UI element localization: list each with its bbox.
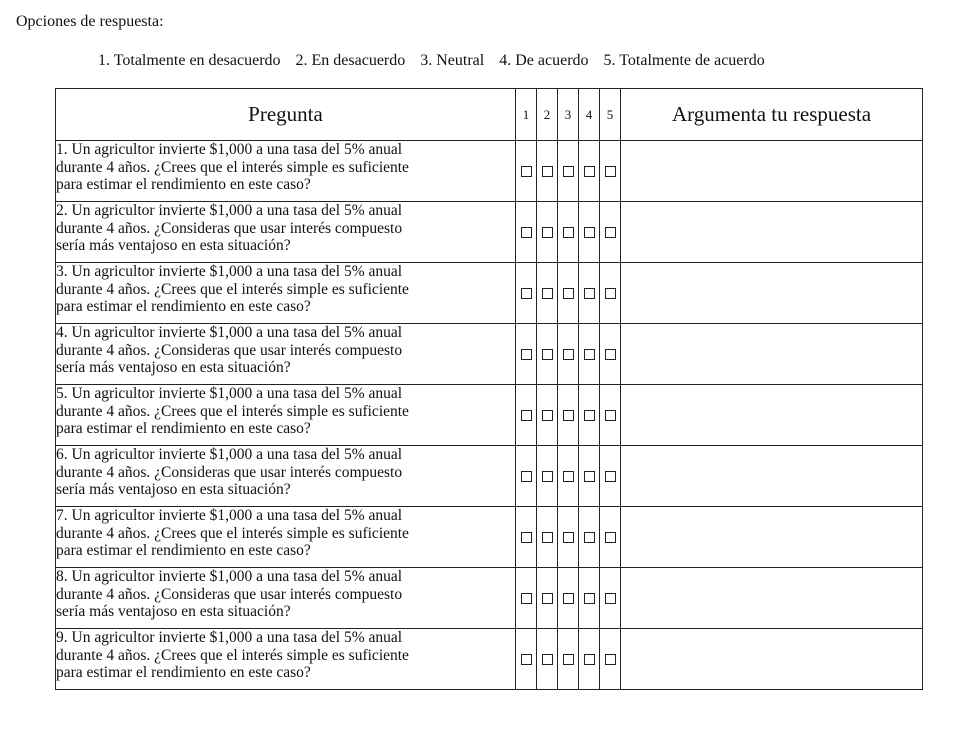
rating-checkbox-1[interactable] [521,227,532,238]
question-line: para estimar el rendimiento en este caso? [56,542,311,559]
rating-cell-3 [558,568,579,629]
rating-cell-2 [537,446,558,507]
rating-checkbox-3[interactable] [563,532,574,543]
rating-cell-4 [579,202,600,263]
table-header-row [56,89,923,141]
rating-cell-2 [537,507,558,568]
question-text [56,385,516,446]
rating-cell-5 [600,507,621,568]
question-line: sería más ventajoso en esta situación? [56,603,291,620]
survey-table [55,88,923,690]
question-text [56,202,516,263]
rating-cell-4 [579,324,600,385]
rating-cell-5 [600,324,621,385]
question-line: sería más ventajoso en esta situación? [56,237,291,254]
option-4: 4. De acuerdo [499,52,589,69]
rating-cell-4 [579,629,600,690]
table-row [56,385,923,446]
rating-cell-3 [558,263,579,324]
scale-header-2: 2 [537,89,558,141]
rating-checkbox-2[interactable] [542,410,553,421]
rating-checkbox-4[interactable] [584,410,595,421]
question-line: durante 4 años. ¿Crees que el interés simple es suficiente [56,402,409,420]
rating-cell-3 [558,324,579,385]
rating-cell-5 [600,202,621,263]
rating-cell-1 [516,202,537,263]
question-line: durante 4 años. ¿Consideras que usar interés compuesto [56,341,403,359]
rating-checkbox-4[interactable] [584,471,595,482]
question-column-header: Pregunta [56,89,516,141]
question-text [56,629,516,690]
rating-checkbox-1[interactable] [521,410,532,421]
question-line: durante 4 años. ¿Crees que el interés simple es suficiente [56,280,409,298]
question-text [56,263,516,324]
question-line: 7. Un agricultor invierte $1,000 a una tasa del 5% anual [56,507,403,524]
rating-cell-1 [516,507,537,568]
rating-cell-3 [558,385,579,446]
question-line: sería más ventajoso en esta situación? [56,481,291,498]
rating-checkbox-2[interactable] [542,349,553,360]
argument-answer-field[interactable] [621,141,923,202]
rating-checkbox-4[interactable] [584,166,595,177]
rating-checkbox-4[interactable] [584,593,595,604]
rating-cell-4 [579,446,600,507]
rating-cell-3 [558,629,579,690]
rating-cell-4 [579,141,600,202]
rating-cell-1 [516,568,537,629]
rating-cell-2 [537,202,558,263]
option-3: 3. Neutral [420,52,485,69]
rating-checkbox-3[interactable] [563,593,574,604]
rating-cell-1 [516,629,537,690]
rating-checkbox-1[interactable] [521,166,532,177]
rating-cell-5 [600,385,621,446]
table-row [56,568,923,629]
rating-checkbox-4[interactable] [584,227,595,238]
rating-cell-1 [516,141,537,202]
option-5: 5. Totalmente de acuerdo [603,52,765,69]
rating-cell-3 [558,507,579,568]
argument-answer-field[interactable] [621,324,923,385]
question-line: para estimar el rendimiento en este caso? [56,298,311,315]
rating-cell-3 [558,446,579,507]
rating-cell-4 [579,568,600,629]
rating-cell-2 [537,629,558,690]
rating-cell-5 [600,629,621,690]
rating-checkbox-5[interactable] [605,532,616,543]
question-line: para estimar el rendimiento en este caso? [56,664,311,681]
rating-checkbox-5[interactable] [605,410,616,421]
survey-body [56,141,923,690]
question-line: 3. Un agricultor invierte $1,000 a una tasa del 5% anual [56,263,403,280]
question-line: 5. Un agricultor invierte $1,000 a una tasa del 5% anual [56,385,403,402]
rating-cell-2 [537,568,558,629]
table-row [56,446,923,507]
rating-cell-1 [516,385,537,446]
rating-checkbox-1[interactable] [521,532,532,543]
rating-checkbox-4[interactable] [584,349,595,360]
table-row [56,141,923,202]
question-text [56,324,516,385]
rating-checkbox-3[interactable] [563,349,574,360]
rating-checkbox-5[interactable] [605,471,616,482]
table-row [56,629,923,690]
rating-checkbox-5[interactable] [605,288,616,299]
rating-checkbox-2[interactable] [542,593,553,604]
rating-cell-1 [516,446,537,507]
question-line: 8. Un agricultor invierte $1,000 a una tasa del 5% anual [56,568,403,585]
question-line: para estimar el rendimiento en este caso? [56,420,311,437]
rating-checkbox-5[interactable] [605,166,616,177]
argument-answer-field[interactable] [621,202,923,263]
question-line: durante 4 años. ¿Consideras que usar interés compuesto [56,585,403,603]
rating-checkbox-5[interactable] [605,593,616,604]
argument-answer-field[interactable] [621,385,923,446]
scale-header-3: 3 [558,89,579,141]
option-2: 2. En desacuerdo [295,52,406,69]
response-options-label: Opciones de respuesta: [16,13,164,30]
question-line: 4. Un agricultor invierte $1,000 a una tasa del 5% anual [56,324,403,341]
option-1: 1. Totalmente en desacuerdo [98,52,281,69]
scale-header-4: 4 [579,89,600,141]
rating-checkbox-1[interactable] [521,349,532,360]
rating-cell-5 [600,446,621,507]
rating-cell-1 [516,324,537,385]
rating-checkbox-2[interactable] [542,471,553,482]
table-row [56,507,923,568]
rating-cell-2 [537,324,558,385]
table-row [56,263,923,324]
rating-checkbox-2[interactable] [542,654,553,665]
question-line: 2. Un agricultor invierte $1,000 a una tasa del 5% anual [56,202,403,219]
rating-cell-5 [600,263,621,324]
argument-answer-field[interactable] [621,446,923,507]
rating-checkbox-4[interactable] [584,532,595,543]
question-text [56,446,516,507]
rating-checkbox-5[interactable] [605,654,616,665]
question-line: para estimar el rendimiento en este caso? [56,176,311,193]
response-options-legend [98,52,765,70]
rating-checkbox-3[interactable] [563,227,574,238]
rating-checkbox-3[interactable] [563,654,574,665]
question-line: durante 4 años. ¿Consideras que usar interés compuesto [56,463,403,481]
rating-checkbox-5[interactable] [605,227,616,238]
question-line: durante 4 años. ¿Consideras que usar interés compuesto [56,219,403,237]
argument-answer-field[interactable] [621,629,923,690]
question-line: 9. Un agricultor invierte $1,000 a una tasa del 5% anual [56,629,403,646]
rating-cell-4 [579,263,600,324]
scale-header-1: 1 [516,89,537,141]
table-row [56,202,923,263]
rating-checkbox-3[interactable] [563,410,574,421]
question-text [56,568,516,629]
question-line: durante 4 años. ¿Crees que el interés simple es suficiente [56,158,409,176]
rating-checkbox-4[interactable] [584,288,595,299]
rating-checkbox-2[interactable] [542,166,553,177]
question-line: durante 4 años. ¿Crees que el interés simple es suficiente [56,524,409,542]
table-row [56,324,923,385]
question-line: 6. Un agricultor invierte $1,000 a una tasa del 5% anual [56,446,403,463]
rating-checkbox-1[interactable] [521,471,532,482]
rating-checkbox-1[interactable] [521,593,532,604]
rating-checkbox-2[interactable] [542,288,553,299]
scale-header-5: 5 [600,89,621,141]
rating-cell-4 [579,507,600,568]
rating-cell-1 [516,263,537,324]
rating-cell-3 [558,141,579,202]
rating-checkbox-1[interactable] [521,288,532,299]
rating-cell-2 [537,263,558,324]
rating-checkbox-5[interactable] [605,349,616,360]
question-line: durante 4 años. ¿Crees que el interés simple es suficiente [56,646,409,664]
rating-cell-5 [600,141,621,202]
argument-answer-field[interactable] [621,507,923,568]
rating-cell-2 [537,385,558,446]
rating-cell-4 [579,385,600,446]
rating-cell-5 [600,568,621,629]
question-text [56,141,516,202]
rating-checkbox-1[interactable] [521,654,532,665]
rating-checkbox-2[interactable] [542,227,553,238]
rating-checkbox-2[interactable] [542,532,553,543]
question-line: 1. Un agricultor invierte $1,000 a una tasa del 5% anual [56,141,403,158]
argument-answer-field[interactable] [621,263,923,324]
rating-cell-3 [558,202,579,263]
rating-checkbox-3[interactable] [563,471,574,482]
rating-checkbox-3[interactable] [563,288,574,299]
question-line: sería más ventajoso en esta situación? [56,359,291,376]
argument-column-header: Argumenta tu respuesta [621,89,923,141]
rating-cell-2 [537,141,558,202]
question-text [56,507,516,568]
rating-checkbox-3[interactable] [563,166,574,177]
rating-checkbox-4[interactable] [584,654,595,665]
argument-answer-field[interactable] [621,568,923,629]
